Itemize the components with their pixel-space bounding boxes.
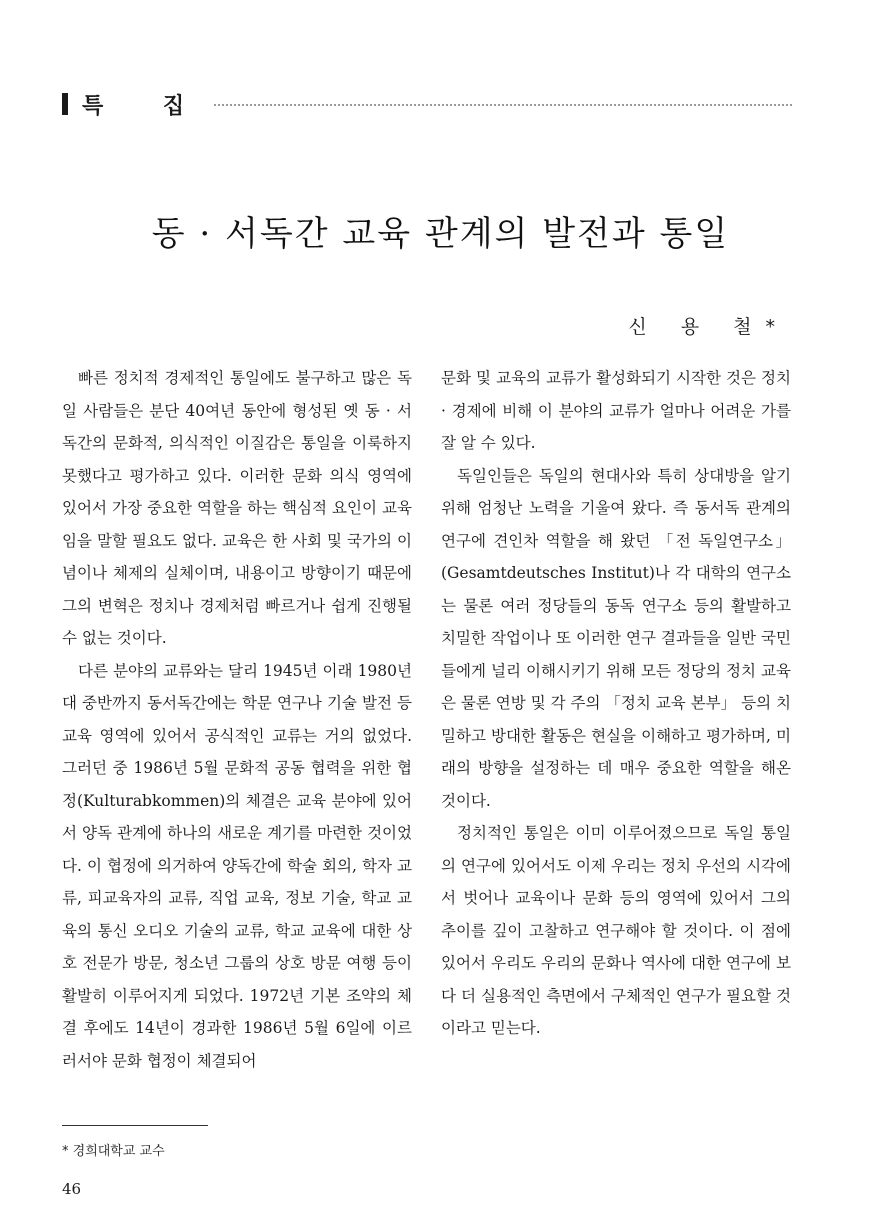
section-label: 특 집 [82, 93, 211, 119]
body-paragraph: 빠른 정치적 경제적인 통일에도 불구하고 많은 독일 사람들은 분단 40여년 동안에 형성된 옛 동 · 서독간의 문화적, 의식적인 이질감은 통일을 이룩하지 못했다고 평가하고 있다. 이러한 문화 의식 영역에 있어서 가장 중요한 역할을 하는 핵심적 요인이 교육임을 말할 필요도 없다. 교육은 한 사회 및 국가의 이념이나 체제의 실체이며, 내용이고 방향이기 때문에 그의 변혁은 정치나 경제처럼 빠르거나 쉽게 진행될 수 없는 것이다. [62, 369, 412, 647]
footnote-divider [62, 1125, 208, 1126]
body-paragraph: 독일인들은 독일의 현대사와 특히 상대방을 알기 위해 엄청난 노력을 기울여 왔다. 즉 동서독 관계의 연구에 견인차 역할을 해 왔던 「전 독일연구소」(Gesamtdeutsches Institut)나 각 대학의 연구소는 물론 여러 정당들의 동독 연구소 등의 활발하고 치밀한 작업이나 또 이러한 연구 결과들을 일반 국민들에게 널리 이해시키기 위해 모든 정당의 정치 교육은 물론 연방 및 각 주의 「정치 교육 본부」 등의 치밀하고 방대한 활동은 현실을 이해하고 평가하며, 미래의 방향을 설정하는 데 매우 중요한 역할을 해온 것이다. [441, 466, 791, 810]
section-dotted-rule [214, 104, 792, 106]
body-paragraph-continuation: 문화 및 교육의 교류가 활성화되기 시작한 것은 정치 · 경제에 비해 이 분야의 교류가 얼마나 어려운 가를 잘 알 수 있다. [441, 369, 791, 452]
left-column [62, 362, 412, 1077]
right-column [441, 362, 791, 1045]
footnote: * 경희대학교 교수 [62, 1144, 165, 1159]
body-paragraph: 다른 분야의 교류와는 달리 1945년 이래 1980년대 중반까지 동서독간에는 학문 연구나 기술 발전 등 교육 영역에 있어서 공식적인 교류는 거의 없었다. 그러던 중 1986년 5월 문화적 공동 협력을 위한 협정(Kulturabkommen)의 체결은 교육 분야에 있어서 양독 관계에 하나의 새로운 계기를 마련한 것이었다. 이 협정에 의거하여 양독간에 학술 회의, 학자 교류, 피교육자의 교류, 직업 교육, 정보 기술, 학교 교육의 통신 오디오 기술의 교류, 학교 교육에 대한 상호 전문가 방문, 청소년 그룹의 상호 방문 여행 등이 활발히 이루어지게 되었다. 1972년 기본 조약의 체결 후에도 14년이 경과한 1986년 5월 6일에 이르러서야 문화 협정이 체결되어 [62, 661, 412, 1070]
article-title: 동 · 서독간 교육 관계의 발전과 통일 [151, 214, 730, 254]
section-header [62, 88, 792, 120]
body-paragraph: 정치적인 통일은 이미 이루어졌으므로 독일 통일의 연구에 있어서도 이제 우리는 정치 우선의 시각에서 벗어나 교육이나 문화 등의 영역에 있어서 그의 추이를 깊이 고찰하고 연구해야 할 것이다. 이 점에 있어서 우리도 우리의 문화나 역사에 대한 연구에 보다 더 실용적인 측면에서 구체적인 연구가 필요할 것이라고 믿는다. [441, 824, 791, 1037]
article-author: 신 용 철* [628, 316, 789, 338]
page-number: 46 [62, 1180, 82, 1198]
section-marker-bar [62, 93, 68, 115]
